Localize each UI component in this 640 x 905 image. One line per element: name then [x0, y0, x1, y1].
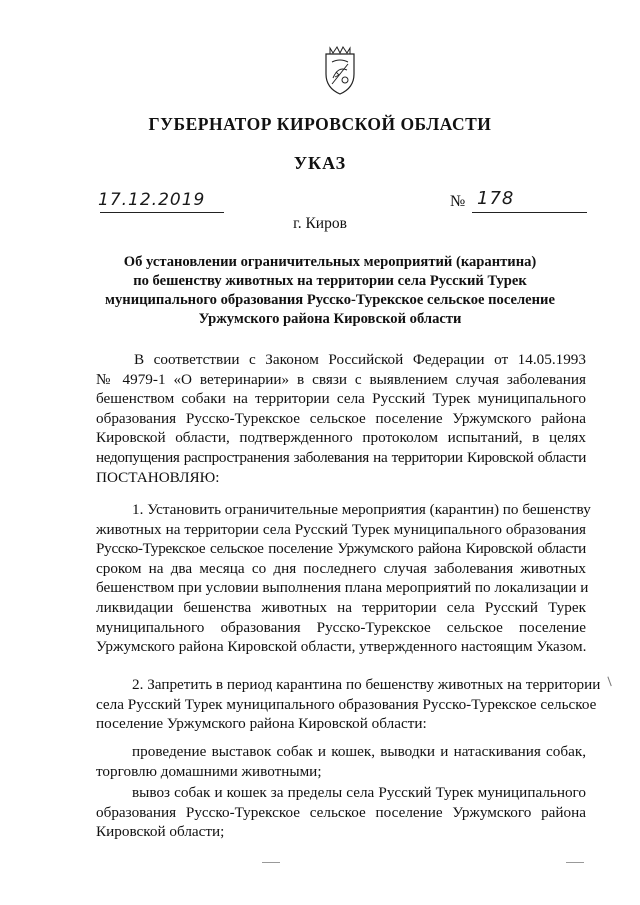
text-line: № 4979-1 «О ветеринарии» в связи с выявлением случая заболевания — [96, 370, 586, 388]
footer-mark — [262, 862, 280, 863]
document-number: 178 — [477, 188, 515, 209]
title-line: муниципального образования Русско-Турекское сельское поселение — [105, 292, 555, 308]
title-line: Об установлении ограничительных мероприятий (карантина) — [123, 254, 537, 270]
text-line: Русско-Турекское сельское поселение Уржумского района Кировской области — [96, 540, 586, 558]
text-line: бешенством при условии выполнения плана мероприятий по локализации и — [96, 579, 589, 597]
text-line: недопущения распространения заболевания на территории Кировской области — [96, 448, 586, 466]
text-line: муниципального образования Русско-Турекское сельское поселение — [96, 618, 586, 636]
kirov-coat-of-arms-icon — [320, 44, 360, 96]
document-title — [80, 253, 580, 329]
text-line: поселение Уржумского района Кировской области: — [96, 715, 427, 733]
text-line: В соответствии с Законом Российской Федерации от 14.05.1993 — [134, 351, 586, 368]
text-line: бешенством собаки на территории села Русский Турек муниципального — [96, 390, 586, 408]
document-date: 17.12.2019 — [98, 190, 206, 210]
city: г. Киров — [293, 215, 347, 232]
text-line: Кировской области, подтвержденного протоколом испытаний, в целях — [96, 429, 586, 447]
item-2-paragraph — [96, 675, 601, 734]
title-line: Уржумского района Кировской области — [198, 311, 462, 327]
text-line: сроком на два месяца со дня последнего случая заболевания животных — [96, 559, 586, 577]
footer-mark — [566, 862, 584, 863]
text-line: животных на территории села Русский Турек муниципального образования — [96, 520, 586, 538]
text-line: проведение выставок собак и кошек, выводки и натаскивания собак, — [132, 743, 586, 760]
text-line: Уржумского района Кировской области, утвержденного настоящим Указом. — [96, 638, 587, 656]
text-line: 1. Установить ограничительные мероприятия (карантин) по бешенству — [132, 501, 591, 518]
margin-mark — [607, 676, 613, 686]
text-line: Кировской области; — [96, 823, 225, 841]
date-underline — [100, 212, 224, 213]
document-type: УКАЗ — [293, 153, 347, 173]
title-line: по бешенству животных на территории села Русский Турек — [133, 273, 527, 289]
text-line: образования Русско-Турекское сельское поселение Уржумского района — [96, 803, 586, 821]
text-line: торговлю домашними животными; — [96, 762, 322, 780]
text-line: ликвидации бешенства животных на территории села Русский Турек — [96, 598, 586, 616]
preamble-paragraph — [96, 350, 586, 487]
item-2-subitem — [96, 783, 586, 842]
text-line: образования Русско-Турекское сельское поселение Уржумского района — [96, 409, 586, 427]
number-underline — [472, 212, 587, 213]
resolution-word: ПОСТАНОВЛЯЮ: — [96, 468, 220, 486]
text-line: вывоз собак и кошек за пределы села Русский Турек муниципального — [132, 784, 586, 801]
text-line: села Русский Турек муниципального образования Русско-Турекское сельское — [96, 695, 597, 713]
issuing-authority: ГУБЕРНАТОР КИРОВСКОЙ ОБЛАСТИ — [148, 114, 492, 134]
number-label: № — [450, 193, 466, 210]
item-1-paragraph — [96, 500, 591, 657]
item-2-subitem — [96, 742, 586, 781]
text-line: 2. Запретить в период карантина по бешенству животных на территории — [132, 676, 601, 693]
